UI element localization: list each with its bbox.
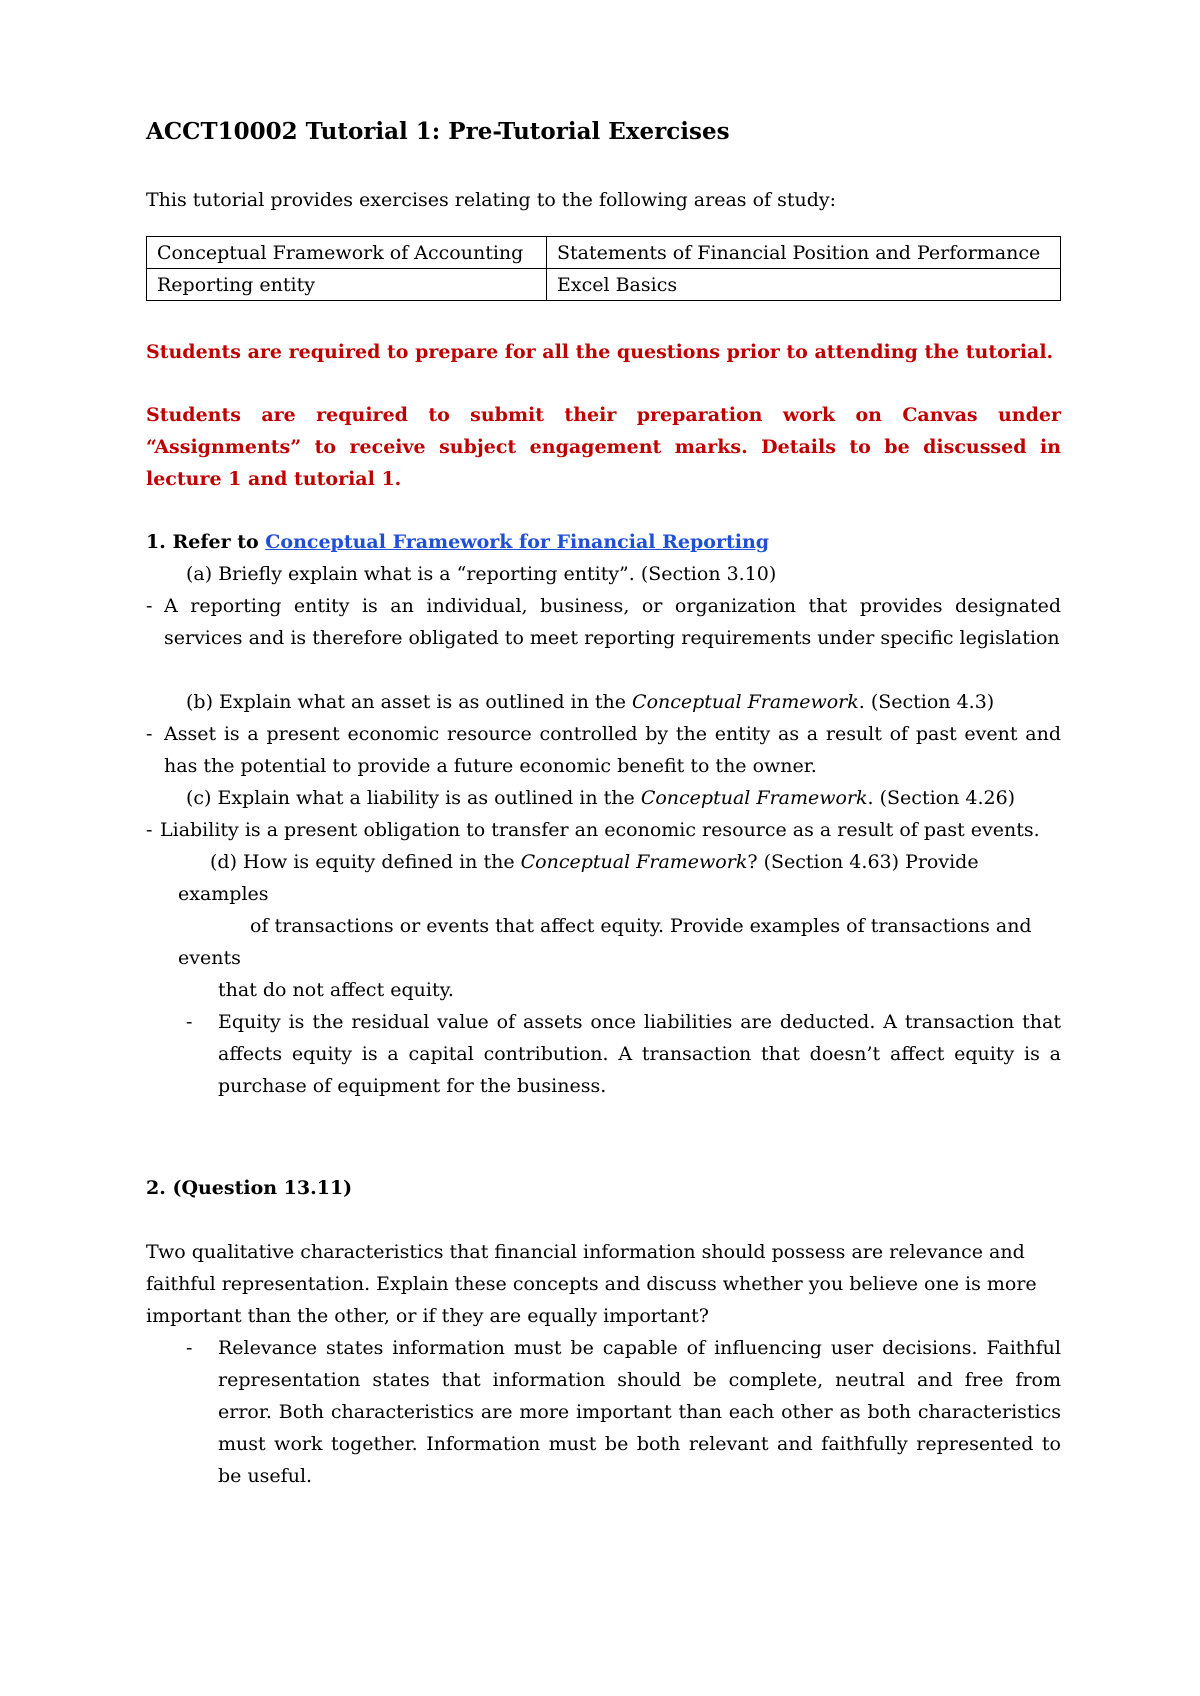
answer-text: A reporting entity is an individual, business, or organization that provides designated services and is therefore obligated to meet reporting requirements under specific legislation [164, 595, 1061, 649]
table-cell: Conceptual Framework of Accounting [147, 237, 547, 269]
question-1d-prompt-line3: of transactions or events that affect equity. Provide examples of transactions and [250, 915, 1032, 937]
table-cell: Statements of Financial Position and Performance [547, 237, 1061, 269]
prompt-line: important than the other, or if they are equally important? [146, 1305, 709, 1327]
question-2-heading: 2. (Question 13.11) [146, 1177, 353, 1199]
question-1a-answer [164, 590, 1061, 654]
answer-dash: - [186, 1337, 193, 1359]
question-1c-answer: Liability is a present obligation to transfer an economic resource as a result of past events. [160, 819, 1040, 841]
question-1d-answer [218, 1006, 1061, 1102]
answer-dash: - [146, 819, 153, 841]
prompt-emphasis: Conceptual Framework [520, 851, 748, 873]
prompt-text: ? (Section 4.63) Provide [747, 851, 979, 873]
question-1c-prompt [186, 782, 1015, 814]
question-1-heading [146, 526, 769, 558]
question-1d-prompt-line1 [210, 846, 1061, 878]
question-1-prefix: 1. Refer to [146, 531, 266, 553]
prompt-text: (b) Explain what an asset is as outlined in the [186, 691, 633, 713]
areas-of-study-table [146, 236, 1061, 301]
page-title: ACCT10002 Tutorial 1: Pre-Tutorial Exercises [146, 118, 730, 145]
prompt-text: (d) How is equity defined in the [210, 851, 521, 873]
question-1b-prompt [186, 686, 994, 718]
question-1a-prompt: (a) Briefly explain what is a “reporting entity”. (Section 3.10) [186, 563, 777, 585]
prompt-text: . (Section 4.3) [858, 691, 995, 713]
question-1d-prompt-line2: examples [178, 883, 269, 905]
question-1b-answer [164, 718, 1061, 782]
prompt-text: (c) Explain what a liability is as outlined in the [186, 787, 641, 809]
prompt-line: faithful representation. Explain these concepts and discuss whether you believe one is more [146, 1273, 1037, 1295]
table-cell: Excel Basics [547, 269, 1061, 301]
prompt-text: . (Section 4.26) [867, 787, 1016, 809]
answer-text: Equity is the residual value of assets once liabilities are deducted. A transaction that affects equity is a capital contribution. A transaction that doesn’t affect equity is a purchase of equipment for the business. [218, 1011, 1061, 1097]
notice-prepare: Students are required to prepare for all the questions prior to attending the tutorial. [146, 341, 1054, 363]
answer-text: Relevance states information must be capable of influencing user decisions. Faithful representation states that information should be complete, neutral and free from error. Both characteristics are more important than each other as both characteristics must work together. Information must be both relevant and faithfully represented to be useful. [218, 1337, 1061, 1487]
answer-text: Asset is a present economic resource controlled by the entity as a result of past event and has the potential to provide a future economic benefit to the owner. [164, 723, 1061, 777]
question-2-answer [218, 1332, 1061, 1492]
question-1d-prompt-line4: events [178, 947, 241, 969]
prompt-emphasis: Conceptual Framework [632, 691, 859, 713]
prompt-emphasis: Conceptual Framework [640, 787, 868, 809]
answer-dash: - [146, 723, 153, 745]
question-1d-prompt-line5: that do not affect equity. [218, 979, 454, 1001]
question-2-prompt [146, 1236, 1061, 1332]
answer-dash: - [186, 1011, 193, 1033]
table-row [147, 269, 1061, 301]
table-row [147, 237, 1061, 269]
conceptual-framework-link[interactable]: Conceptual Framework for Financial Reporting [265, 531, 770, 553]
notice-submit: Students are required to submit their preparation work on Canvas under “Assignments” to receive subject engagement marks. Details to be discussed in lecture 1 and tutorial 1. [146, 404, 1061, 490]
intro-text: This tutorial provides exercises relating to the following areas of study: [146, 189, 837, 211]
prompt-line: Two qualitative characteristics that financial information should possess are relevance and [146, 1241, 1025, 1263]
table-cell: Reporting entity [147, 269, 547, 301]
answer-dash: - [146, 595, 153, 617]
